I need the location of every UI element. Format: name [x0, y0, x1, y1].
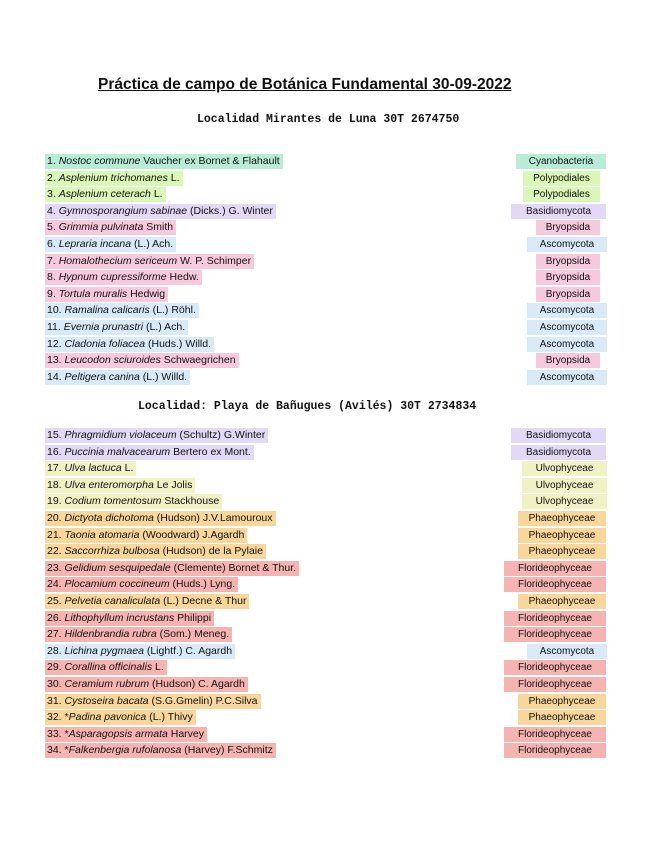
- species-number: 7.: [47, 254, 56, 267]
- species-number: 12.: [47, 337, 62, 350]
- species-number: 13.: [47, 354, 62, 367]
- species-authority: Schwaegrichen: [160, 354, 236, 367]
- species-row: [0, 627, 655, 644]
- species-marker: *: [64, 727, 69, 740]
- species-authority: (L.) Decne & Thur: [160, 594, 247, 607]
- species-row: [0, 544, 655, 561]
- species-number: 16.: [47, 445, 62, 458]
- taxon-group-label: Polypodiales: [523, 187, 600, 202]
- taxon-group-label: Ascomycota: [527, 237, 607, 252]
- species-row: [0, 710, 655, 727]
- taxon-group-label: Florideophyceae: [504, 577, 606, 592]
- species-authority: L.: [150, 188, 163, 201]
- species-authority: (Som.) Meneg.: [156, 628, 230, 641]
- species-scientific-name: Puccinia malvacearum: [64, 445, 171, 458]
- species-scientific-name: Plocamium coccineum: [64, 578, 170, 591]
- species-entry: [45, 743, 276, 758]
- species-entry: [45, 478, 195, 493]
- species-scientific-name: Codium tomentosum: [64, 495, 162, 508]
- species-entry: [45, 611, 214, 626]
- species-entry: [45, 660, 167, 675]
- species-entry: [45, 544, 266, 559]
- species-row: [0, 445, 655, 462]
- species-list-2: [0, 428, 655, 760]
- species-scientific-name: Ramalina calicaris: [64, 304, 150, 317]
- species-row: [0, 611, 655, 628]
- species-scientific-name: Ulva lactuca: [64, 462, 122, 475]
- species-scientific-name: Asplenium ceterach: [58, 188, 151, 201]
- species-row: [0, 254, 655, 271]
- species-row: [0, 204, 655, 221]
- species-number: 18.: [47, 478, 62, 491]
- taxon-group-label: Ascomycota: [527, 644, 607, 659]
- species-entry: [45, 561, 299, 576]
- taxon-group-label: Basidiomycota: [511, 204, 606, 219]
- species-entry: [45, 494, 222, 509]
- species-entry: [45, 644, 235, 659]
- species-authority: (Hudson) C. Agardh: [149, 677, 245, 690]
- species-entry: [45, 428, 268, 443]
- species-row: [0, 478, 655, 495]
- species-row: [0, 270, 655, 287]
- species-authority: Hedwig: [127, 287, 166, 300]
- species-scientific-name: Asplenium trichomanes: [58, 171, 168, 184]
- taxon-group-label: Ascomycota: [527, 320, 607, 335]
- species-scientific-name: Pelvetia canaliculata: [64, 594, 161, 607]
- species-entry: [45, 577, 238, 592]
- taxon-group-label: Ascomycota: [527, 370, 607, 385]
- species-row: [0, 187, 655, 204]
- species-scientific-name: Saccorrhiza bulbosa: [64, 545, 160, 558]
- species-entry: [45, 254, 254, 269]
- species-number: 14.: [47, 370, 62, 383]
- species-scientific-name: Hildenbrandia rubra: [64, 628, 157, 641]
- species-scientific-name: Nostoc commune: [58, 155, 141, 167]
- taxon-group-label: Bryopsida: [536, 287, 600, 302]
- species-number: 2.: [47, 171, 56, 184]
- locality-heading-2: Localidad: Playa de Bañugues (Avilés) 30T 2734834: [138, 400, 477, 413]
- species-number: 23.: [47, 561, 62, 574]
- taxon-group-label: Bryopsida: [536, 353, 600, 368]
- species-row: [0, 660, 655, 677]
- species-scientific-name: Peltigera canina: [64, 370, 140, 383]
- species-entry: [45, 461, 136, 476]
- species-entry: [45, 154, 283, 169]
- species-authority: (L.) Röhl.: [149, 304, 196, 317]
- species-row: [0, 154, 655, 171]
- species-number: 17.: [47, 462, 62, 475]
- species-entry: [45, 320, 188, 335]
- taxon-group-label: Polypodiales: [523, 171, 600, 186]
- species-row: [0, 303, 655, 320]
- species-scientific-name: Cladonia foliacea: [64, 337, 146, 350]
- species-number: 33.: [47, 727, 62, 740]
- species-entry: [45, 677, 248, 692]
- species-number: 4.: [47, 204, 56, 217]
- species-entry: [45, 237, 176, 252]
- species-number: 27.: [47, 628, 62, 641]
- taxon-group-label: Florideophyceae: [504, 660, 606, 675]
- species-row: [0, 461, 655, 478]
- species-authority: (Hudson) de la Pylaie: [159, 545, 263, 558]
- species-row: [0, 644, 655, 661]
- taxon-group-label: Basidiomycota: [511, 445, 606, 460]
- species-scientific-name: Ulva enteromorpha: [64, 478, 154, 491]
- taxon-group-label: Phaeophyceae: [518, 694, 606, 709]
- species-row: [0, 320, 655, 337]
- species-number: 29.: [47, 661, 62, 674]
- species-authority: Smith: [143, 221, 174, 234]
- species-entry: [45, 187, 166, 202]
- species-authority: (Huds.) Lyng.: [169, 578, 236, 591]
- species-entry: [45, 337, 214, 352]
- taxon-group-label: Basidiomycota: [511, 428, 606, 443]
- species-scientific-name: Cystoseira bacata: [64, 694, 149, 707]
- species-scientific-name: Corallina officinalis: [64, 661, 153, 674]
- taxon-group-label: Florideophyceae: [504, 561, 606, 576]
- species-authority: Harvey: [167, 727, 205, 740]
- species-scientific-name: Ceramium rubrum: [64, 677, 150, 690]
- species-scientific-name: Grimmia pulvinata: [58, 221, 144, 234]
- species-scientific-name: Homalothecium sericeum: [58, 254, 178, 267]
- species-scientific-name: Taonia atomaria: [64, 528, 140, 541]
- species-row: [0, 743, 655, 760]
- taxon-group-label: Cyanobacteria: [516, 154, 606, 169]
- taxon-group-label: Phaeophyceae: [518, 528, 606, 543]
- taxon-group-label: Ascomycota: [527, 303, 607, 318]
- species-number: 6.: [47, 237, 56, 250]
- species-entry: [45, 710, 196, 725]
- species-authority: Hedw.: [166, 271, 199, 284]
- taxon-group-label: Ulvophyceae: [522, 478, 607, 493]
- species-scientific-name: Lepraria incana: [58, 237, 132, 250]
- species-row: [0, 428, 655, 445]
- species-scientific-name: Phragmidium violaceum: [64, 429, 177, 441]
- species-authority: Stackhouse: [161, 495, 220, 508]
- species-entry: [45, 220, 176, 235]
- species-marker: *: [64, 744, 69, 757]
- taxon-group-label: Bryopsida: [536, 254, 600, 269]
- species-row: [0, 353, 655, 370]
- species-authority: (S.G.Gmelin) P.C.Silva: [148, 694, 258, 707]
- species-entry: [45, 370, 190, 385]
- species-row: [0, 287, 655, 304]
- taxon-group-label: Phaeophyceae: [518, 511, 606, 526]
- species-number: 24.: [47, 578, 62, 591]
- species-entry: [45, 627, 232, 642]
- species-entry: [45, 727, 207, 742]
- species-scientific-name: Tortula muralis: [58, 287, 128, 300]
- species-entry: [45, 528, 247, 543]
- species-row: [0, 677, 655, 694]
- species-number: 30.: [47, 677, 62, 690]
- species-authority: (Dicks.) G. Winter: [187, 204, 273, 217]
- species-authority: (L.) Ach.: [131, 237, 174, 250]
- species-row: [0, 237, 655, 254]
- species-scientific-name: Padina pavonica: [68, 711, 147, 724]
- species-scientific-name: Leucodon sciuroides: [64, 354, 161, 367]
- species-row: [0, 594, 655, 611]
- species-scientific-name: Lichina pygmaea: [64, 644, 144, 657]
- taxon-group-label: Florideophyceae: [504, 627, 606, 642]
- species-number: 25.: [47, 594, 62, 607]
- species-scientific-name: Evernia prunastri: [63, 320, 144, 333]
- species-authority: W. P. Schimper: [177, 254, 252, 267]
- species-authority: (Schultz) G.Winter: [176, 429, 266, 441]
- species-authority: Le Jolis: [153, 478, 193, 491]
- taxon-group-label: Florideophyceae: [504, 677, 606, 692]
- species-number: 10.: [47, 304, 62, 317]
- species-entry: [45, 594, 249, 609]
- species-authority: Vaucher ex Bornet & Flahault: [140, 155, 280, 167]
- locality-heading-1: Localidad Mirantes de Luna 30T 2674750: [197, 113, 460, 126]
- taxon-group-label: Phaeophyceae: [518, 594, 606, 609]
- species-number: 26.: [47, 611, 62, 624]
- species-number: 31.: [47, 694, 62, 707]
- species-authority: (L.) Willd.: [139, 370, 188, 383]
- species-entry: [45, 270, 202, 285]
- page-title: Práctica de campo de Botánica Fundamental 30-09-2022: [98, 76, 512, 93]
- species-row: [0, 220, 655, 237]
- species-number: 28.: [47, 644, 62, 657]
- species-authority: L.: [167, 171, 180, 184]
- taxon-group-label: Ulvophyceae: [522, 461, 607, 476]
- species-authority: (Clemente) Bornet & Thur.: [170, 561, 297, 574]
- species-scientific-name: Falkenbergia rufolanosa: [68, 744, 182, 757]
- species-entry: [45, 445, 254, 460]
- species-number: 32.: [47, 711, 62, 724]
- species-authority: (Huds.) Willd.: [145, 337, 212, 350]
- species-marker: *: [64, 711, 69, 724]
- species-entry: [45, 694, 261, 709]
- taxon-group-label: Florideophyceae: [504, 727, 606, 742]
- species-row: [0, 528, 655, 545]
- species-entry: [45, 171, 183, 186]
- species-authority: (Harvey) F.Schmitz: [181, 744, 273, 757]
- species-number: 5.: [47, 221, 56, 234]
- species-scientific-name: Gelidium sesquipedale: [64, 561, 171, 574]
- species-scientific-name: Lithophyllum incrustans: [64, 611, 175, 624]
- species-authority: (Woodward) J.Agardh: [139, 528, 245, 541]
- species-scientific-name: Asparagopsis armata: [68, 727, 168, 740]
- species-number: 19.: [47, 495, 62, 508]
- species-entry: [45, 511, 276, 526]
- species-authority: L.: [152, 661, 164, 674]
- species-row: [0, 171, 655, 188]
- species-number: 1.: [47, 155, 56, 167]
- species-row: [0, 694, 655, 711]
- species-authority: Bertero ex Mont.: [170, 445, 251, 458]
- species-number: 21.: [47, 528, 62, 541]
- species-row: [0, 727, 655, 744]
- species-number: 20.: [47, 511, 62, 524]
- species-authority: L.: [121, 462, 134, 475]
- species-number: 3.: [47, 188, 56, 201]
- taxon-group-label: Ulvophyceae: [522, 494, 607, 509]
- taxon-group-label: Ascomycota: [527, 337, 607, 352]
- taxon-group-label: Bryopsida: [536, 270, 600, 285]
- species-row: [0, 370, 655, 387]
- species-number: 34.: [47, 744, 62, 757]
- species-number: 22.: [47, 545, 62, 558]
- taxon-group-label: Florideophyceae: [504, 611, 606, 626]
- species-row: [0, 494, 655, 511]
- species-number: 11.: [47, 320, 61, 333]
- species-authority: (Hudson) J.V.Lamouroux: [153, 511, 273, 524]
- species-number: 8.: [47, 271, 56, 284]
- species-scientific-name: Hypnum cupressiforme: [58, 271, 167, 284]
- species-entry: [45, 353, 239, 368]
- species-entry: [45, 287, 168, 302]
- taxon-group-label: Phaeophyceae: [518, 710, 606, 725]
- species-row: [0, 561, 655, 578]
- species-entry: [45, 204, 276, 219]
- species-authority: Philippi: [174, 611, 212, 624]
- species-scientific-name: Gymnosporangium sabinae: [58, 204, 188, 217]
- species-entry: [45, 303, 199, 318]
- species-scientific-name: Dictyota dichotoma: [64, 511, 154, 524]
- taxon-group-label: Phaeophyceae: [518, 544, 606, 559]
- species-authority: (L.) Thivy: [146, 711, 193, 724]
- species-row: [0, 337, 655, 354]
- species-number: 9.: [47, 287, 56, 300]
- species-number: 15.: [47, 429, 62, 441]
- taxon-group-label: Bryopsida: [536, 220, 600, 235]
- species-row: [0, 511, 655, 528]
- species-list-1: [0, 154, 655, 386]
- taxon-group-label: Florideophyceae: [504, 743, 606, 758]
- species-authority: (L.) Ach.: [143, 320, 186, 333]
- species-row: [0, 577, 655, 594]
- species-authority: (Lightf.) C. Agardh: [143, 644, 233, 657]
